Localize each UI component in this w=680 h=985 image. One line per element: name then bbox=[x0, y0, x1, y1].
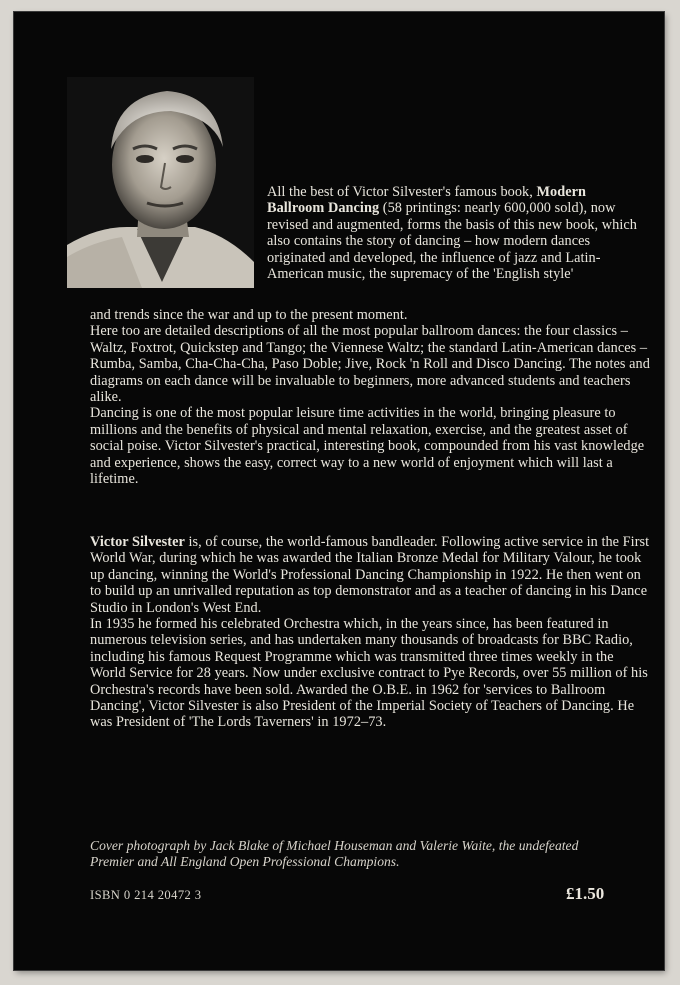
intro-continuation: and trends since the war and up to the present moment. bbox=[90, 307, 408, 323]
dances-paragraph: Here too are detailed descriptions of all the most popular ballroom dances: the four classics – Waltz, Foxtrot, Quickstep and Tango; the Viennese Waltz; the standard Latin-American dances – Rumba, Samba, Cha-Cha-Cha, Paso Doble; Jive, Rock 'n Roll and Disco Dancing. The notes and diagrams on each dance will be invaluable to beginners, more advanced students and teachers alike. bbox=[90, 323, 650, 406]
bio-first-text: is, of course, the world-famous bandleader. Following active service in the First World War, during which he was awarded the Italian Bronze Medal for Military Valour, he took up dancing, winning the World's Professional Dancing Championship in 1922. He then went on to build up an unrivalled reputation as top demonstrator and as a teacher of dancing in his Dance Studio in London's West End. bbox=[90, 534, 650, 616]
author-portrait bbox=[67, 77, 254, 288]
bio-name: Victor Silvester bbox=[90, 534, 185, 550]
intro-paragraph bbox=[267, 184, 643, 282]
isbn-number: ISBN 0 214 20472 3 bbox=[90, 888, 202, 902]
description-block bbox=[90, 307, 650, 487]
book-title: Modern Ballroom Dancing bbox=[267, 184, 587, 217]
intro-after-title: (58 printings: nearly 600,000 sold), now revised and augmented, forms the basis of this new book, which also contains the story of dancing – how modern dances originated and developed, the influence of jazz and Latin-American music, the supremacy of the 'English style' bbox=[267, 200, 637, 283]
bio-paragraph-2: In 1935 he formed his celebrated Orchestra which, in the years since, has been featured in numerous television series, and has undertaken many thousands of broadcasts for BBC Radio, including his famous Request Programme which was transmitted three times weekly in the World Service for 28 years. Now under exclusive contract to Pye Records, over 55 million of his Orchestra's records have been sold. Awarded the O.B.E. in 1962 for 'services to Ballroom Dancing', Victor Silvester is also President of the Imperial Society of Teachers of Dancing. He was President of 'The Lords Taverners' in 1972–73. bbox=[90, 616, 648, 731]
bio-paragraph-1 bbox=[90, 534, 650, 616]
biography-block bbox=[90, 534, 650, 731]
leisure-paragraph: Dancing is one of the most popular leisure time activities in the world, bringing pleasure to millions and the benefits of physical and mental relaxation, exercise, and the greatest asset of social poise. Victor Silvester's practical, interesting book, compounded from his vast knowledge and experience, shows the easy, correct way to a new world of enjoyment which will last a lifetime. bbox=[90, 405, 645, 488]
author-portrait-drawing bbox=[67, 77, 254, 288]
back-cover bbox=[14, 12, 664, 970]
cover-photo-credit: Cover photograph by Jack Blake of Michael Houseman and Valerie Waite, the undefeated Premier and All England Open Professional Champions. bbox=[90, 838, 579, 869]
price-label: £1.50 bbox=[566, 884, 605, 903]
intro-line-start: All the best of Victor Silvester's famous book, bbox=[267, 184, 533, 200]
